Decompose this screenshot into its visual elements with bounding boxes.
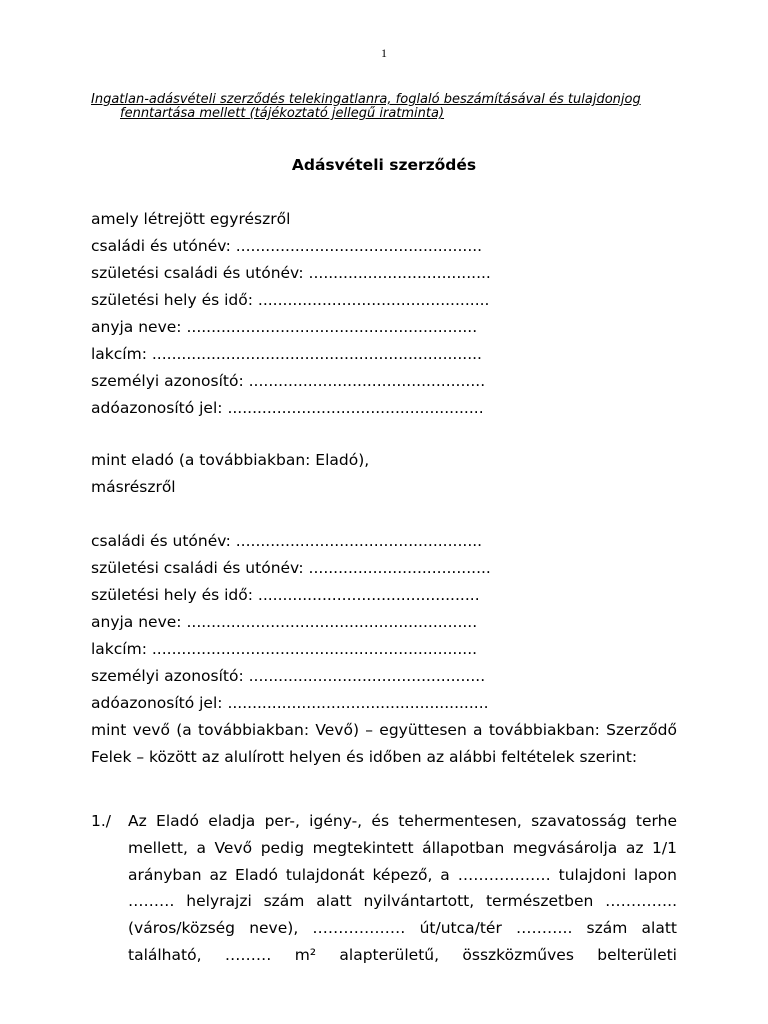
field-blank: .................................................. — [235, 532, 483, 550]
clause-line: mellett, a Vevő pedig megtekintett állapotban megvásárolja az 1/1 — [128, 838, 677, 857]
clause-number: 1./ — [91, 812, 112, 830]
field-label: személyi azonosító: — [91, 372, 244, 390]
field-blank: .................................................... — [227, 399, 484, 417]
seller-field-tax-id — [91, 395, 677, 422]
seller-field-name — [91, 233, 677, 260]
field-blank: .................................................. — [235, 237, 483, 255]
field-label: családi és utónév: — [91, 237, 231, 255]
field-label: lakcím: — [91, 345, 147, 363]
buyer-field-birth-name — [91, 555, 677, 582]
clause-line: található, ……… m² alapterületű, összközműves belterületi — [128, 945, 677, 964]
seller-role: mint eladó (a továbbiakban: Eladó), — [91, 451, 370, 469]
header-note-line-1 — [91, 93, 677, 107]
field-blank: ................................................................... — [151, 345, 482, 363]
field-blank: ........................................................... — [186, 613, 478, 631]
field-blank: ............................................. — [257, 586, 480, 604]
seller-field-mother-name — [91, 314, 677, 341]
field-blank: ........................................................... — [186, 318, 478, 336]
buyer-field-name — [91, 528, 677, 555]
field-label: családi és utónév: — [91, 532, 231, 550]
field-label: adóazonosító jel: — [91, 399, 223, 417]
buyer-role-line: Felek – között az alulírott helyen és időben az alábbi feltételek szerint: — [91, 748, 638, 766]
buyer-intro: másrészről — [91, 478, 176, 496]
field-blank: .................................................................. — [151, 640, 478, 658]
header-note-line-2 — [91, 107, 677, 121]
field-label: anyja neve: — [91, 318, 182, 336]
header-note-text: fenntartása mellett (tájékoztató jellegű iratminta) — [120, 106, 445, 121]
clause-line: Az Eladó eladja per-, igény-, és tehermentesen, szavatosság terhe — [128, 812, 677, 830]
buyer-section — [91, 528, 677, 771]
field-label: születési hely és idő: — [91, 586, 253, 604]
header-note-text: Ingatlan-adásvételi szerződés telekingatlanra, foglaló beszámításával és tulajdonjog — [91, 92, 641, 107]
clause-text — [128, 808, 677, 969]
seller-field-birth-place-date — [91, 287, 677, 314]
field-blank: ................................................ — [248, 667, 486, 685]
document-title: Adásvételi szerződés — [291, 156, 477, 174]
clause-line: arányban az Eladó tulajdonát képező, a ……………… tulajdoni lapon — [128, 865, 677, 884]
seller-intro: amely létrejött egyrészről — [91, 210, 291, 228]
field-blank: ..................................................... — [227, 694, 489, 712]
seller-section — [91, 206, 677, 422]
field-blank: ................................................ — [248, 372, 486, 390]
field-label: születési családi és utónév: — [91, 264, 304, 282]
party-transition — [91, 447, 677, 501]
buyer-role-line: mint vevő (a továbbiakban: Vevő) – együttesen a továbbiakban: Szerződő — [91, 721, 677, 739]
field-label: lakcím: — [91, 640, 147, 658]
document-header-note — [91, 93, 677, 121]
seller-field-birth-name — [91, 260, 677, 287]
buyer-field-mother-name — [91, 609, 677, 636]
buyer-field-address — [91, 636, 677, 663]
field-label: adóazonosító jel: — [91, 694, 223, 712]
field-blank: ............................................... — [257, 291, 490, 309]
buyer-field-birth-place-date — [91, 582, 677, 609]
field-label: születési hely és idő: — [91, 291, 253, 309]
clause-line: ……… helyrajzi szám alatt nyilvántartott, természetben ………….. — [128, 892, 677, 911]
buyer-field-tax-id — [91, 690, 677, 717]
field-blank: ..................................... — [308, 559, 491, 577]
buyer-field-personal-id — [91, 663, 677, 690]
field-label: születési családi és utónév: — [91, 559, 304, 577]
field-label: személyi azonosító: — [91, 667, 244, 685]
field-label: anyja neve: — [91, 613, 182, 631]
field-blank: ..................................... — [308, 264, 491, 282]
page-number: 1 — [381, 46, 387, 60]
clause-line: (város/község neve), ……………… út/utca/tér ……….. szám alatt — [128, 919, 677, 938]
seller-field-personal-id — [91, 368, 677, 395]
seller-field-address — [91, 341, 677, 368]
